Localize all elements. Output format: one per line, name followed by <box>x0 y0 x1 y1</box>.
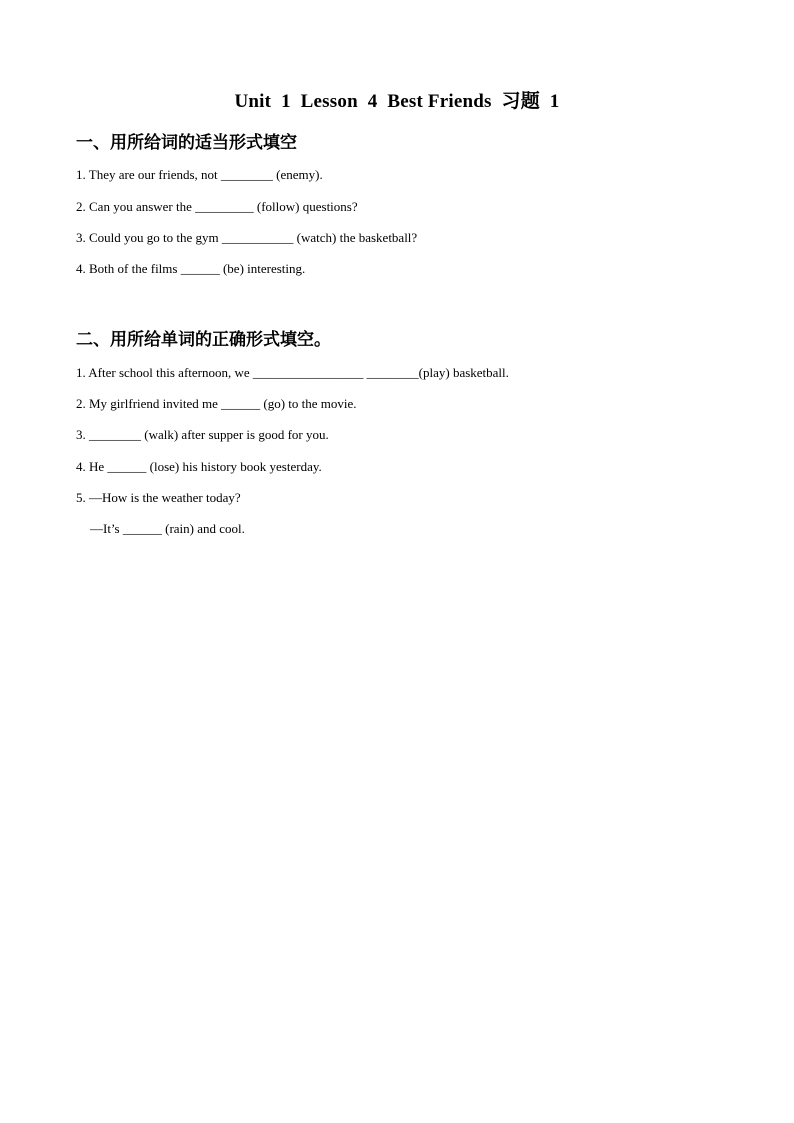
section-1-item-1: 1. They are our friends, not ________ (enemy). <box>76 167 323 182</box>
section-2-item-3: 3. ________ (walk) after supper is good for you. <box>76 427 329 442</box>
section-2-item-1: 1. After school this afternoon, we _________________ ________(play) basketball. <box>76 365 509 380</box>
section-1-item-4: 4. Both of the films ______ (be) interesting. <box>76 261 306 276</box>
section-2-item-4: 4. He ______ (lose) his history book yesterday. <box>76 459 322 474</box>
section-1-item-3: 3. Could you go to the gym ___________ (watch) the basketball? <box>76 230 418 245</box>
section-2-item-5-answer: —It’s ______ (rain) and cool. <box>90 521 245 536</box>
section-2-item-2: 2. My girlfriend invited me ______ (go) to the movie. <box>76 396 357 411</box>
section-2-item-5-question: 5. —How is the weather today? <box>76 490 241 505</box>
section-1-item-2: 2. Can you answer the _________ (follow) questions? <box>76 199 358 214</box>
document-title: Unit 1 Lesson 4 Best Friends 习题 1 <box>234 91 560 112</box>
section-2-heading: 二、用所给单词的正确形式填空。 <box>76 330 331 350</box>
section-1-heading: 一、用所给词的适当形式填空 <box>76 133 297 153</box>
